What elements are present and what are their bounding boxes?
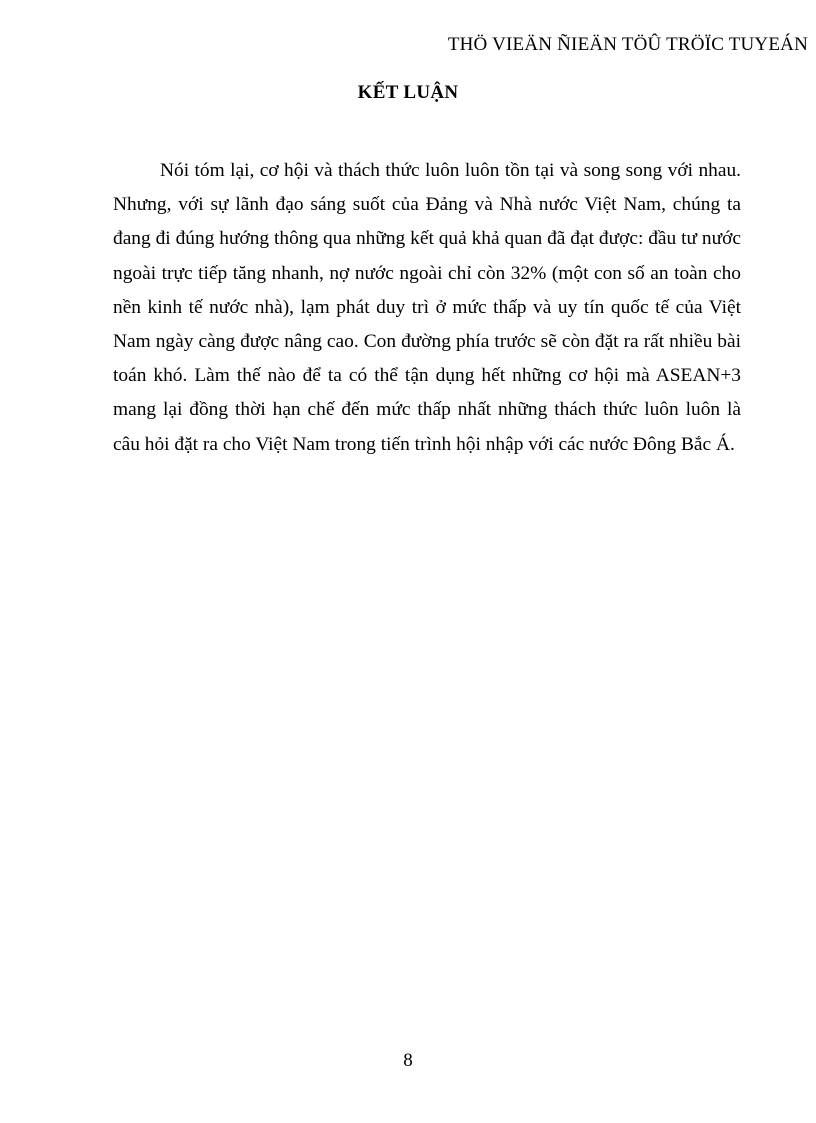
body-content: [113, 154, 741, 462]
body-paragraph: Nói tóm lại, cơ hội và thách thức luôn luôn tồn tại và song song với nhau. Nhưng, với sự lãnh đạo sáng suốt của Đảng và Nhà nước Việt Nam, chúng ta đang đi đúng hướng thông qua những kết quả khả quan đã đạt được: đầu tư nước ngoài trực tiếp tăng nhanh, nợ nước ngoài chỉ còn 32% (một con số an toàn cho nền kinh tế nước nhà), lạm phát duy trì ở mức thấp và uy tín quốc tế của Việt Nam ngày càng được nâng cao. Con đường phía trước sẽ còn đặt ra rất nhiều bài toán khó. Làm thế nào để ta có thể tận dụng hết những cơ hội mà ASEAN+3 mang lại đồng thời hạn chế đến mức thấp nhất những thách thức luôn luôn là câu hỏi đặt ra cho Việt Nam trong tiến trình hội nhập với các nước Đông Bắc Á.: [113, 160, 741, 455]
page-number: 8: [403, 1050, 413, 1071]
page-title: KẾT LUẬN: [357, 82, 459, 103]
running-header: THÖ VIEÄN ÑIEÄN TÖÛ TRÖÏC TUYEÁN: [447, 34, 808, 55]
